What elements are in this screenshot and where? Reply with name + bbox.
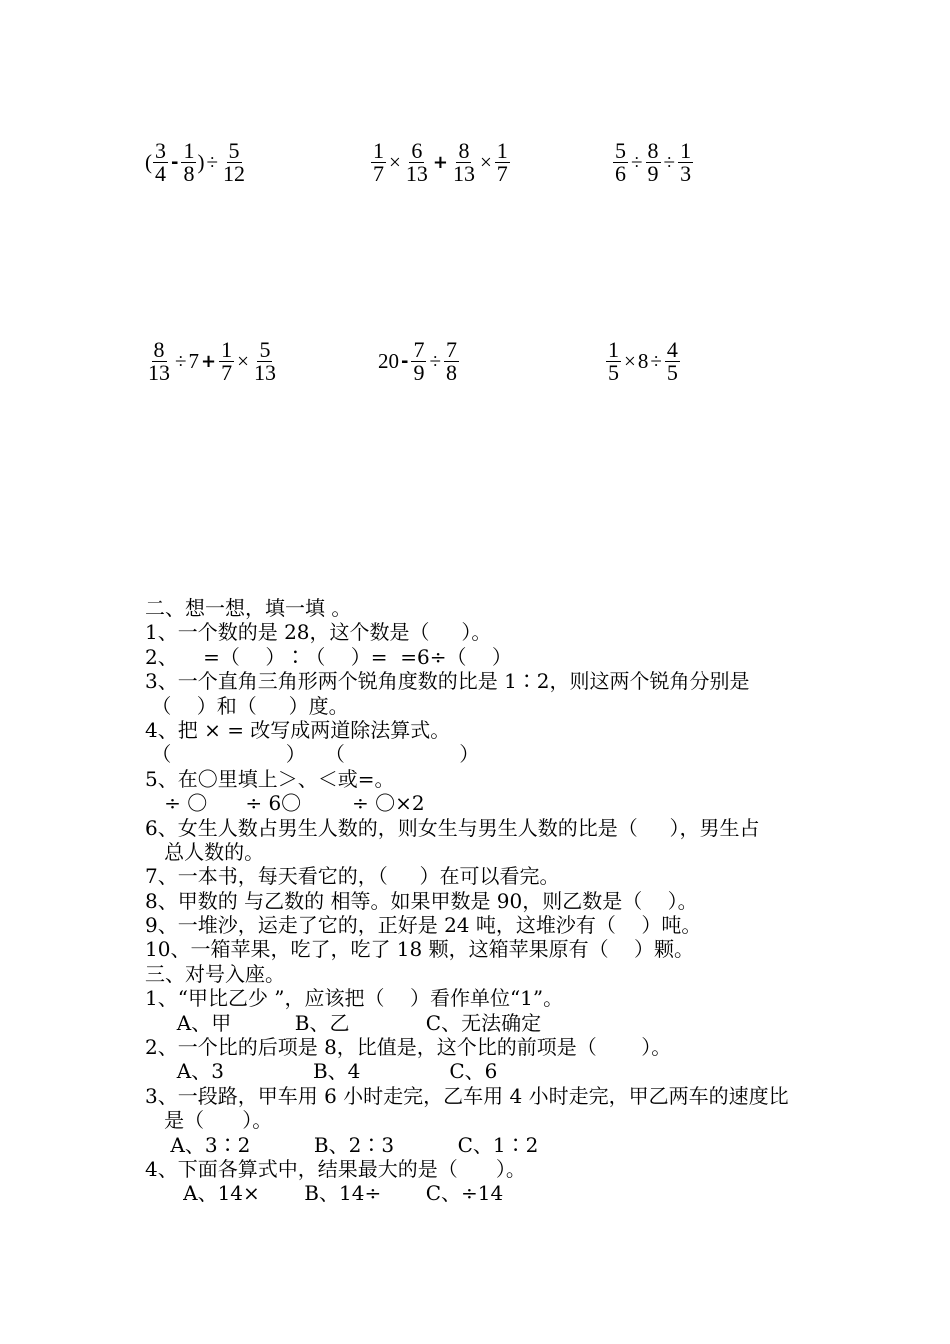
operator: + (432, 151, 448, 173)
numerator: 1 (496, 138, 508, 163)
section-three-heading: 三、对号入座。 (145, 961, 285, 986)
fraction (221, 140, 247, 185)
denominator: 7 (373, 161, 384, 186)
denominator: 5 (608, 360, 619, 385)
question-line: 总人数的。 (145, 839, 265, 864)
expression-text: 7 (188, 349, 200, 373)
fraction (146, 339, 172, 384)
numerator: 5 (228, 138, 240, 163)
operator: ÷ (663, 150, 676, 174)
denominator: 13 (148, 360, 170, 385)
denominator: 5 (666, 360, 678, 385)
fraction (613, 140, 628, 185)
denominator: 8 (446, 360, 458, 385)
numerator: 8 (458, 138, 470, 163)
expression-5 (378, 339, 460, 384)
denominator: 9 (647, 161, 659, 186)
numerator: 4 (666, 337, 678, 362)
fraction (495, 140, 510, 185)
operator: × (479, 150, 492, 174)
fraction (678, 140, 693, 185)
question-line: 3、一个直角三角形两个锐角度数的比是 1∶2，则这两个锐角分别是 (145, 669, 750, 694)
operator: ÷ (631, 150, 643, 174)
operator: ÷ (650, 349, 662, 373)
question-line: 9、一堆沙，运走了它的，正好是 24 吨，这堆沙有（ ）吨。 (145, 913, 702, 938)
fraction (181, 140, 196, 185)
operator: - (171, 151, 179, 173)
operator: × (389, 150, 401, 174)
denominator: 6 (615, 161, 626, 186)
fraction (444, 339, 459, 384)
question-line: 10、一箱苹果，吃了，吃了 18 颗，这箱苹果原有（ ）颗。 (145, 937, 695, 962)
expression-3 (612, 140, 694, 185)
operator: ÷ (429, 349, 442, 373)
question-line: 1、“甲比乙少 ”，应该把（ ）看作单位“1”。 (145, 986, 564, 1011)
question-line: 3、一段路，甲车用 6 小时走完，乙车用 4 小时走完，甲乙两车的速度比 (145, 1083, 789, 1108)
question-line: 4、把 × = 改写成两道除法算式。 (145, 717, 451, 742)
denominator: 13 (253, 360, 276, 385)
expression-1 (145, 140, 248, 185)
fraction (219, 339, 234, 384)
operator: + (201, 350, 217, 372)
fraction (451, 140, 477, 185)
numerator: 5 (259, 337, 271, 362)
question-lines (145, 596, 825, 1206)
fraction (411, 339, 426, 384)
operator: - (401, 350, 409, 372)
question-line: 5、在〇里填上＞、＜或=。 (145, 766, 395, 791)
numerator: 5 (615, 138, 626, 163)
denominator: 4 (155, 161, 166, 186)
numerator: 1 (680, 138, 692, 163)
answer-options: A、14× B、14÷ C、÷14 (145, 1181, 504, 1206)
expression-4 (145, 339, 279, 384)
fraction (646, 140, 661, 185)
numerator: 1 (373, 138, 384, 163)
answer-options: A、3∶2 B、2∶3 C、1∶2 (145, 1132, 539, 1157)
expression-text: ( (145, 150, 152, 174)
question-line: 1、一个数的是 28，这个数是（ ）。 (145, 620, 492, 645)
expression-2 (370, 140, 511, 185)
fraction (252, 339, 278, 384)
answer-options: A、3 B、4 C、6 (145, 1059, 498, 1084)
denominator: 9 (413, 360, 425, 385)
numerator: 1 (608, 337, 619, 362)
operator: ÷ (206, 150, 219, 174)
question-line: 4、下面各算式中，结果最大的是（ ）。 (145, 1156, 526, 1181)
numerator: 1 (183, 138, 195, 163)
answer-options: A、甲 B、乙 C、无法确定 (145, 1010, 542, 1035)
numerator: 3 (155, 138, 166, 163)
fraction (606, 339, 621, 384)
fraction (404, 140, 430, 185)
denominator: 7 (496, 161, 508, 186)
numerator: 6 (411, 138, 423, 163)
expression-text: ) (197, 150, 205, 174)
expression-text: 20 (378, 349, 399, 373)
question-line: 6、女生人数占男生人数的，则女生与男生人数的比是（ ），男生占 (145, 815, 760, 840)
denominator: 12 (223, 161, 246, 186)
question-line: 是（ ）。 (145, 1108, 273, 1133)
operator: × (237, 349, 249, 373)
expression-text: 8 (637, 349, 649, 373)
fraction (371, 140, 386, 185)
denominator: 13 (452, 161, 475, 186)
fraction (153, 140, 168, 185)
operator: × (624, 349, 636, 373)
question-line: 7、一本书，每天看它的，（ ）在可以看完。 (145, 864, 560, 889)
question-line: 2、 =（ ）∶（ ）= =6÷（ ） (145, 644, 512, 669)
fraction (665, 339, 680, 384)
question-line: ÷ 〇 ÷ 6〇 ÷ 〇×2 (145, 791, 425, 816)
denominator: 7 (221, 360, 233, 385)
section-two-heading: 二、想一想，填一填 。 (145, 596, 352, 620)
numerator: 1 (221, 337, 233, 362)
numerator: 8 (153, 337, 165, 362)
expression-6 (605, 339, 681, 384)
denominator: 13 (405, 161, 428, 186)
question-line: （ ）和（ ）度。 (145, 693, 349, 718)
question-line: 8、甲数的 与乙数的 相等。如果甲数是 90，则乙数是（ ）。 (145, 888, 698, 913)
numerator: 7 (446, 337, 458, 362)
operator: ÷ (175, 349, 187, 373)
question-line: （ ） （ ） (145, 742, 480, 767)
denominator: 8 (183, 161, 195, 186)
denominator: 3 (680, 161, 692, 186)
numerator: 8 (647, 138, 659, 163)
numerator: 7 (413, 337, 425, 362)
question-line: 2、一个比的后项是 8，比值是，这个比的前项是（ ）。 (145, 1035, 672, 1060)
